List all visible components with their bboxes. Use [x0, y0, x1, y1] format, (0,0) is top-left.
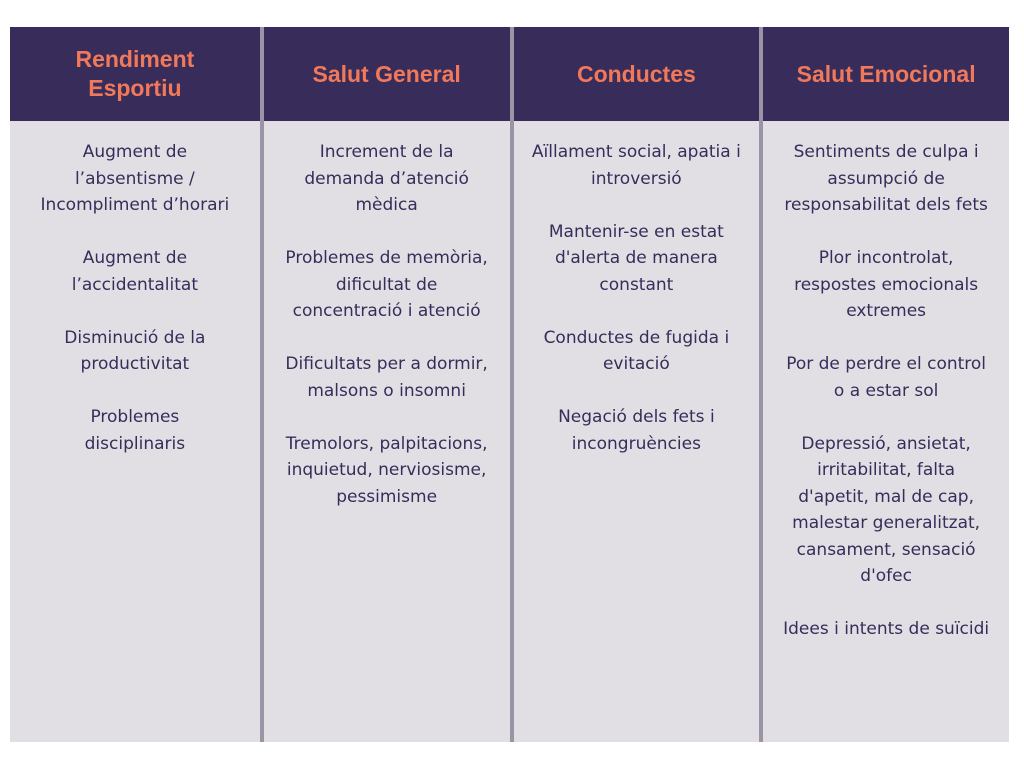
- column-conductes: [510, 27, 760, 742]
- list-item: Sentiments de culpa i assumpció de responsabilitat dels fets: [784, 142, 988, 215]
- list-item: Mantenir-se en estat d'alerta de manera constant: [548, 221, 724, 295]
- column-body: [514, 121, 760, 484]
- list-item: Conductes de fugida i evitació: [543, 327, 730, 374]
- list-item: Dificultats per a dormir, malsons o insomni: [285, 354, 488, 401]
- column-salut-emocional: [759, 27, 1009, 742]
- list-item: Problemes de memòria, dificultat de concentració i atenció: [285, 248, 488, 321]
- column-header: [763, 27, 1009, 121]
- column-header: [10, 27, 260, 121]
- list-item: Disminució de la productivitat: [64, 327, 206, 374]
- column-header-label: Rendiment Esportiu: [75, 46, 195, 101]
- column-salut-general: [260, 27, 510, 742]
- list-item: Aïllament social, apatia i introversió: [531, 142, 741, 189]
- column-rendiment-esportiu: [10, 27, 260, 742]
- list-item: Increment de la demanda d’atenció mèdica: [304, 142, 469, 215]
- column-body: [763, 121, 1009, 669]
- list-item: Depressió, ansietat, irritabilitat, falta d'apetit, mal de cap, malestar generalitzat, cansament, sensació d'ofec: [792, 433, 981, 586]
- list-item: Augment de l’accidentalitat: [71, 248, 198, 295]
- column-header-label: Conductes: [576, 60, 696, 87]
- list-item: Problemes disciplinaris: [84, 407, 186, 454]
- list-item: Tremolors, palpitacions, inquietud, nerviosisme, pessimisme: [285, 433, 488, 507]
- column-header: [514, 27, 760, 121]
- column-header-label: Salut Emocional: [796, 60, 976, 87]
- list-item: Negació dels fets i incongruències: [558, 407, 715, 454]
- symptoms-table: [10, 27, 1009, 742]
- list-item: Plor incontrolat, respostes emocionals extremes: [794, 248, 979, 321]
- list-item: Por de perdre el control o a estar sol: [786, 354, 987, 401]
- list-item: Idees i intents de suïcidi: [783, 619, 990, 639]
- list-item: Augment de l’absentisme / Incompliment d’horari: [40, 142, 230, 215]
- column-body: [10, 121, 260, 484]
- column-body: [264, 121, 510, 537]
- column-header-label: Salut General: [312, 60, 461, 87]
- column-header: [264, 27, 510, 121]
